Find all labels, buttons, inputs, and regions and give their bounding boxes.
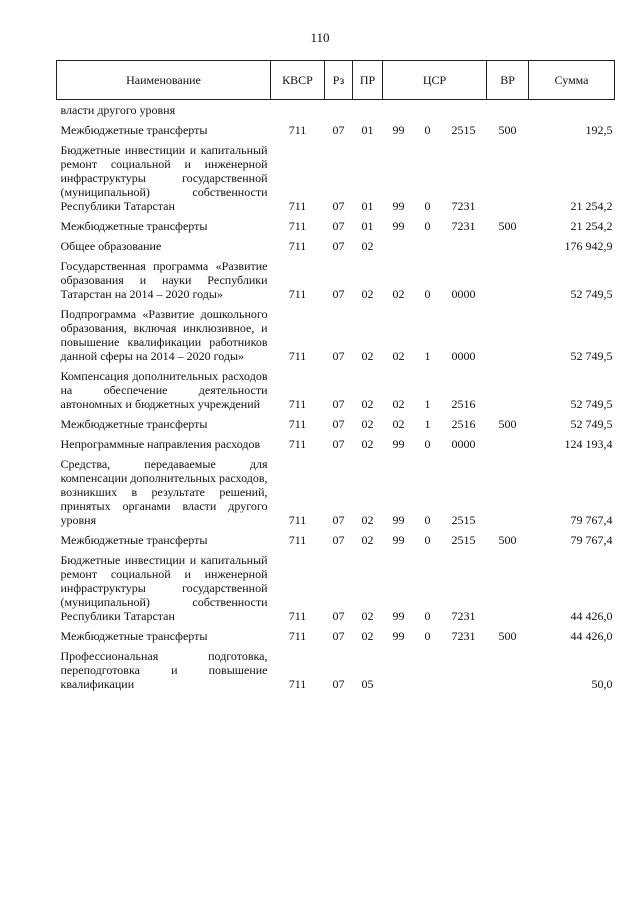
row-sum: 21 254,2 — [570, 219, 613, 233]
row-pr: 02 — [361, 513, 374, 527]
row-name: Межбюджетные трансферты — [60, 123, 208, 137]
table-header-row — [57, 61, 615, 100]
table-row — [57, 216, 615, 236]
row-csr-direction: 2515 — [451, 513, 476, 527]
table-row — [57, 366, 615, 414]
row-rz: 07 — [332, 513, 345, 527]
col-header-csr: ЦСР — [383, 61, 487, 100]
row-csr-subprogram — [415, 236, 441, 256]
row-csr-program: 99 — [392, 629, 405, 643]
row-csr-program: 99 — [392, 199, 405, 213]
row-name: Общее образование — [60, 239, 162, 253]
col-header-rz: Рз — [325, 61, 353, 100]
row-vr: 500 — [498, 417, 517, 431]
col-header-sum: Сумма — [529, 61, 615, 100]
col-header-vr: ВР — [487, 61, 529, 100]
row-rz: 07 — [332, 123, 345, 137]
row-name: власти другого уровня — [60, 103, 176, 117]
row-name: Подпрограмма «Развитие дошкольного образования, включая инклюзивное, и повышение квалификации работников данной сферы на 2014 – 2020 годы» — [60, 307, 268, 363]
row-csr-direction: 2516 — [451, 397, 476, 411]
row-rz: 07 — [332, 629, 345, 643]
col-header-kvsr: КВСР — [271, 61, 325, 100]
row-csr-subprogram: 0 — [424, 199, 431, 213]
row-csr-direction: 0000 — [451, 437, 476, 451]
col-header-pr: ПР — [353, 61, 383, 100]
row-kvsr: 711 — [288, 677, 307, 691]
row-csr-program: 99 — [392, 513, 405, 527]
row-name: Государственная программа «Развитие образования и науки Республики Татарстан на 2014 – 2020 годы» — [60, 259, 268, 301]
row-rz: 07 — [332, 287, 345, 301]
row-rz: 07 — [332, 533, 345, 547]
row-sum: 52 749,5 — [570, 417, 613, 431]
row-csr-subprogram: 1 — [424, 397, 431, 411]
row-vr — [487, 550, 529, 626]
row-sum: 44 426,0 — [570, 629, 613, 643]
row-name: Межбюджетные трансферты — [60, 417, 208, 431]
row-rz: 07 — [332, 397, 345, 411]
row-csr-subprogram: 1 — [424, 417, 431, 431]
row-csr-direction: 0000 — [451, 349, 476, 363]
row-pr: 01 — [361, 219, 374, 233]
row-csr-direction: 2516 — [451, 417, 476, 431]
row-pr: 02 — [361, 533, 374, 547]
row-vr — [487, 304, 529, 366]
row-csr-program — [383, 236, 415, 256]
row-csr-program: 02 — [392, 287, 405, 301]
row-kvsr: 711 — [288, 239, 307, 253]
row-vr — [487, 236, 529, 256]
row-csr-subprogram: 0 — [424, 287, 431, 301]
row-csr-subprogram: 0 — [424, 123, 431, 137]
row-csr-direction — [441, 100, 487, 121]
row-kvsr: 711 — [288, 533, 307, 547]
row-sum: 52 749,5 — [570, 397, 613, 411]
row-pr: 02 — [361, 629, 374, 643]
row-csr-program: 02 — [392, 417, 405, 431]
row-name: Межбюджетные трансферты — [60, 629, 208, 643]
row-name: Межбюджетные трансферты — [60, 533, 208, 547]
row-rz: 07 — [332, 677, 345, 691]
table-row — [57, 256, 615, 304]
table-row — [57, 626, 615, 646]
row-csr-program — [383, 100, 415, 121]
row-pr: 05 — [361, 677, 374, 691]
row-vr: 500 — [498, 123, 517, 137]
row-pr: 02 — [361, 287, 374, 301]
table-row — [57, 550, 615, 626]
row-csr-subprogram: 0 — [424, 629, 431, 643]
table-row — [57, 236, 615, 256]
table-row — [57, 100, 615, 121]
row-sum: 21 254,2 — [570, 199, 613, 213]
row-pr: 02 — [361, 239, 374, 253]
row-name: Бюджетные инвестиции и капитальный ремонт социальной и инженерной инфраструктуры государственной (муниципальной) собственности Республики Татарстан — [60, 553, 268, 623]
row-pr: 02 — [361, 349, 374, 363]
row-kvsr: 711 — [288, 437, 307, 451]
row-kvsr: 711 — [288, 417, 307, 431]
row-csr-program: 99 — [392, 533, 405, 547]
table-row — [57, 530, 615, 550]
row-name: Средства, передаваемые для компенсации дополнительных расходов, возникших в результате решений, принятых органами власти другого уровня — [60, 457, 268, 527]
table-row — [57, 646, 615, 694]
row-pr: 02 — [361, 417, 374, 431]
row-csr-program: 99 — [392, 437, 405, 451]
row-pr: 01 — [361, 123, 374, 137]
row-name: Непрограммные направления расходов — [60, 437, 261, 451]
table-row — [57, 304, 615, 366]
row-pr: 02 — [361, 397, 374, 411]
row-csr-direction: 2515 — [451, 533, 476, 547]
row-rz: 07 — [332, 437, 345, 451]
row-sum: 50,0 — [591, 677, 613, 691]
row-csr-program: 99 — [392, 123, 405, 137]
row-name: Компенсация дополнительных расходов на обеспечение деятельности автономных и бюджетных учреждений — [60, 369, 268, 411]
col-header-name: Наименование — [57, 61, 271, 100]
row-rz: 07 — [332, 417, 345, 431]
row-kvsr: 711 — [288, 629, 307, 643]
table-row — [57, 434, 615, 454]
row-kvsr — [271, 100, 325, 121]
row-rz: 07 — [332, 199, 345, 213]
row-vr: 500 — [498, 629, 517, 643]
row-csr-program: 02 — [392, 397, 405, 411]
row-csr-direction — [441, 646, 487, 694]
row-csr-program: 99 — [392, 609, 405, 623]
row-sum: 192,5 — [585, 123, 613, 137]
row-csr-subprogram: 1 — [424, 349, 431, 363]
row-vr — [487, 366, 529, 414]
row-vr: 500 — [498, 219, 517, 233]
row-csr-direction: 7231 — [451, 609, 476, 623]
row-pr: 02 — [361, 437, 374, 451]
row-csr-direction: 7231 — [451, 219, 476, 233]
table-row — [57, 454, 615, 530]
row-kvsr: 711 — [288, 609, 307, 623]
row-vr — [487, 454, 529, 530]
row-kvsr: 711 — [288, 199, 307, 213]
row-csr-subprogram: 0 — [424, 533, 431, 547]
row-rz: 07 — [332, 239, 345, 253]
row-kvsr: 711 — [288, 123, 307, 137]
row-kvsr: 711 — [288, 287, 307, 301]
row-vr — [487, 140, 529, 216]
row-kvsr: 711 — [288, 349, 307, 363]
row-rz: 07 — [332, 349, 345, 363]
row-vr — [487, 646, 529, 694]
row-csr-direction: 7231 — [451, 629, 476, 643]
row-csr-subprogram — [415, 100, 441, 121]
row-vr — [487, 256, 529, 304]
row-sum: 79 767,4 — [570, 533, 613, 547]
row-name: Профессиональная подготовка, переподготовка и повышение квалификации — [60, 649, 268, 691]
row-csr-subprogram: 0 — [424, 513, 431, 527]
row-sum: 124 193,4 — [564, 437, 613, 451]
row-pr — [353, 100, 383, 121]
table-row — [57, 120, 615, 140]
row-sum: 176 942,9 — [564, 239, 613, 253]
table-row — [57, 414, 615, 434]
row-kvsr: 711 — [288, 513, 307, 527]
row-csr-subprogram: 0 — [424, 437, 431, 451]
page-number: 110 — [310, 30, 330, 45]
row-sum: 44 426,0 — [570, 609, 613, 623]
row-vr — [487, 100, 529, 121]
row-csr-subprogram: 0 — [424, 219, 431, 233]
row-csr-subprogram — [415, 646, 441, 694]
row-pr: 01 — [361, 199, 374, 213]
budget-table — [56, 60, 615, 694]
row-sum: 52 749,5 — [570, 349, 613, 363]
row-rz: 07 — [332, 219, 345, 233]
row-sum: 79 767,4 — [570, 513, 613, 527]
row-csr-program: 02 — [392, 349, 405, 363]
row-csr-direction: 0000 — [451, 287, 476, 301]
row-pr: 02 — [361, 609, 374, 623]
row-csr-direction: 7231 — [451, 199, 476, 213]
row-csr-program — [383, 646, 415, 694]
row-rz: 07 — [332, 609, 345, 623]
row-csr-direction — [441, 236, 487, 256]
row-name: Бюджетные инвестиции и капитальный ремонт социальной и инженерной инфраструктуры государственной (муниципальной) собственности Республики Татарстан — [60, 143, 268, 213]
table-row — [57, 140, 615, 216]
row-csr-program: 99 — [392, 219, 405, 233]
row-kvsr: 711 — [288, 219, 307, 233]
row-rz — [325, 100, 353, 121]
row-sum — [529, 100, 615, 121]
row-csr-direction: 2515 — [451, 123, 476, 137]
row-kvsr: 711 — [288, 397, 307, 411]
row-csr-subprogram: 0 — [424, 609, 431, 623]
row-vr: 500 — [498, 533, 517, 547]
row-vr — [487, 434, 529, 454]
row-name: Межбюджетные трансферты — [60, 219, 208, 233]
row-sum: 52 749,5 — [570, 287, 613, 301]
